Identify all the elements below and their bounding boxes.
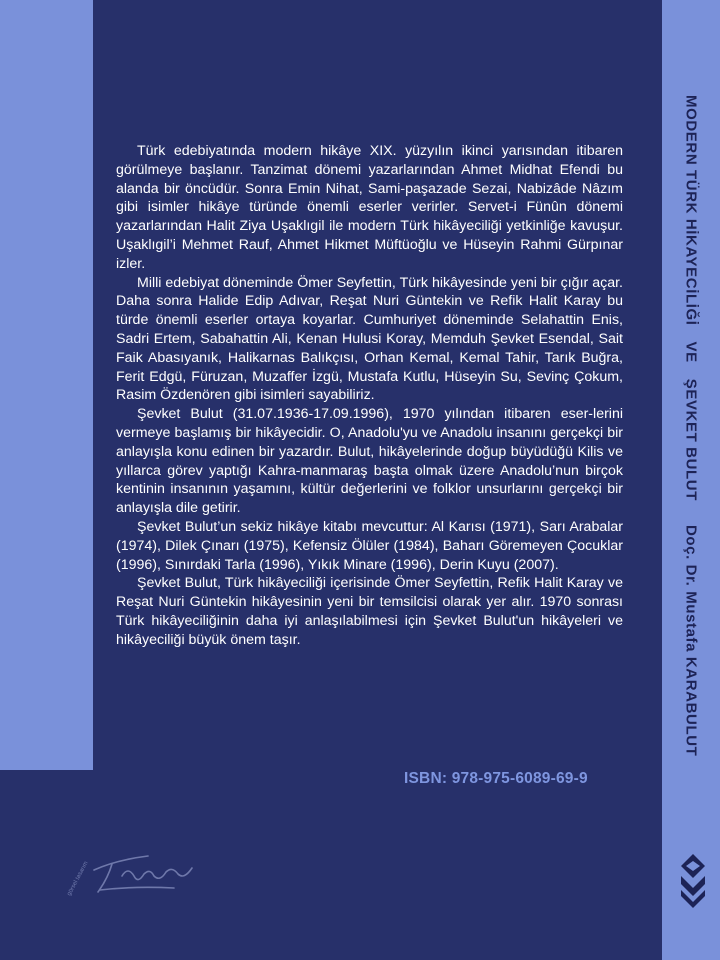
back-cover-text — [116, 142, 623, 650]
paragraph-4: Şevket Bulut’un sekiz hikâye kitabı mevcuttur: Al Karısı (1971), Sarı Arabalar (1974), Dilek Çınarı (1975), Kefensiz Ölüler (1984), Baharı Göremeyen Çocuklar (1996), Sınırdaki Tarla (1996), Yıkık Minare (1996), Derin Kuyu (2007). — [116, 518, 623, 573]
spine-title — [683, 95, 700, 756]
publisher-logo-icon — [678, 850, 708, 910]
signature-small-text: görsel tasarım — [66, 860, 90, 897]
spine-author: Doç. Dr. Mustafa KARABULUT — [682, 524, 700, 757]
left-color-band — [0, 0, 93, 770]
designer-signature — [64, 846, 204, 900]
isbn-number: ISBN: 978-975-6089-69-9 — [404, 770, 588, 787]
spine-title-part3: ŞEVKET BULUT — [682, 378, 700, 501]
paragraph-1: Türk edebiyatında modern hikâye XIX. yüzyılın ikinci yarısından itibaren görülmeye başlanır. Tanzimat dönemi yazarlarından Ahmet Midhat Efendi bu alanda bir öncüdür. Sonra Emin Nihat, Sami-paşazade Sezai, Nabizâde Nâzım gibi isimler hikâye türünde önemli eserler verirler. Servet-i Fünûn dönemi yazarlarından Halit Ziya Uşaklıgil ile modern Türk hikâyeciliği yetkinliğe kavuşur. Uşaklıgil’i Mehmet Rauf, Ahmet Hikmet Müftüoğlu ve Hüseyin Rahmi Gürpınar izler. — [116, 143, 623, 272]
spine-title-part2: VE — [682, 341, 700, 363]
paragraph-2: Milli edebiyat döneminde Ömer Seyfettin, Türk hikâyesinde yeni bir çığır açar. Daha sonra Halide Edip Adıvar, Reşat Nuri Güntekin ve Refik Halit Karay bu türde önemli eserler ortaya koyarlar. Cumhuriyet döneminde Selahattin Enis, Sadri Ertem, Sabahattin Ali, Kenan Hulusi Koray, Memduh Şevket Esendal, Sait Faik Abasıyanık, Halikarnas Balıkçısı, Orhan Kemal, Kemal Tahir, Tarık Buğra, Ferit Edgü, Füruzan, Muzaffer İzgü, Mustafa Kutlu, Hüseyin Su, Sevinç Çokum, Rasim Özdenören gibi isimleri sayabiliriz. — [116, 274, 623, 404]
paragraph-3: Şevket Bulut (31.07.1936-17.09.1996), 1970 yılından itibaren eser-lerini vermeye başlamış bir hikâyecidir. O, Anadolu'yu ve Anadolu insanını gerçekçi bir anlayışla konu edinen bir yazardır. Bulut, hikâyelerinde doğup büyüdüğü Kilis ve yıllarca görev yaptığı Kahra-manmaraş başta olmak üzere Anadolu’nun birçok kentinin insanının yaşamını, kültür değerlerini ve folklor unsurlarını gerçekçi bir anlayışla dile getirir. — [116, 406, 623, 517]
spine-title-part1: MODERN TÜRK HİKAYECİLİĞİ — [682, 95, 700, 326]
paragraph-5: Şevket Bulut, Türk hikâyeciliği içerisinde Ömer Seyfettin, Refik Halit Karay ve Reşat Nuri Güntekin hikâyesinin yeni bir temsilcisi olarak yer alır. 1970 sonrası Türk hikâyeciliğinin daha iyi anlaşılabilmesi için Şevket Bulut'un hikâyeleri ve hikâyeciliği büyük önem taşır. — [116, 575, 623, 648]
